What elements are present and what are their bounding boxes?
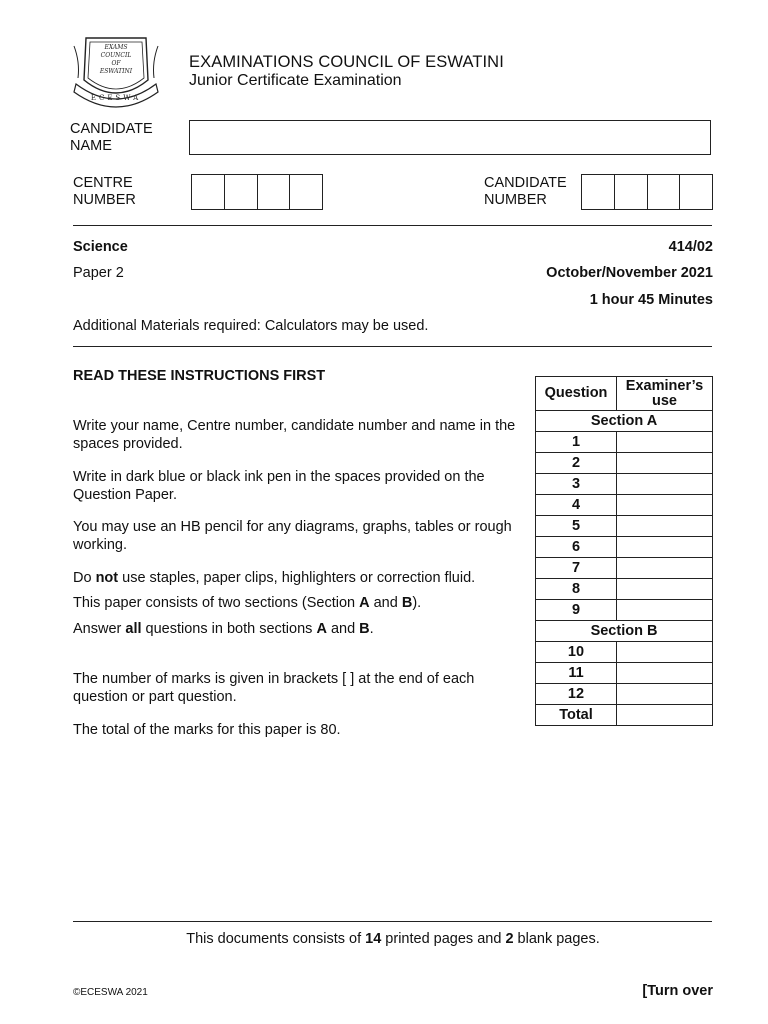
candidate-name-label: CANDIDATE NAME [70, 121, 153, 154]
table-row [536, 558, 713, 579]
eceswa-seal-logo [72, 32, 160, 108]
svg-text:ECESWA: ECESWA [90, 94, 142, 102]
instruction-4: Do not use staples, paper clips, highlighters or correction fluid. [73, 570, 476, 586]
paper-code: 414/02 [668, 239, 713, 255]
total-row [536, 705, 713, 726]
instruction-7: The number of marks is given in brackets [ ] at the end of each question or part question. [73, 671, 475, 705]
svg-text:COUNCIL: COUNCIL [100, 52, 132, 59]
total-label: Total [536, 705, 617, 726]
question-number: 5 [536, 516, 617, 537]
table-row [536, 474, 713, 495]
digit-box[interactable] [258, 175, 291, 209]
table-row [536, 495, 713, 516]
section-row [536, 411, 713, 432]
mark-cell[interactable] [617, 558, 713, 579]
digit-box[interactable] [648, 175, 681, 209]
instruction-3: You may use an HB pencil for any diagrams, graphs, tables or rough working. [73, 519, 512, 553]
section-a-label: Section A [536, 411, 713, 432]
paper-number: Paper 2 [73, 265, 124, 281]
question-number: 9 [536, 600, 617, 621]
instruction-2: Write in dark blue or black ink pen in the spaces provided on the Question Paper. [73, 469, 485, 503]
divider [73, 346, 712, 347]
mark-cell[interactable] [617, 579, 713, 600]
question-number: 8 [536, 579, 617, 600]
table-header-row [536, 377, 713, 411]
instruction-1: Write your name, Centre number, candidate number and name in the spaces provided. [73, 418, 516, 452]
question-column-header: Question [536, 377, 617, 411]
table-row [536, 579, 713, 600]
question-number: 12 [536, 684, 617, 705]
total-mark-cell[interactable] [617, 705, 713, 726]
mark-cell[interactable] [617, 495, 713, 516]
examiner-use-column-header: Examiner’s use [617, 377, 713, 411]
table-row [536, 684, 713, 705]
candidate-name-field[interactable] [189, 120, 711, 155]
table-row [536, 663, 713, 684]
page-count-note: This documents consists of 14 printed pages and 2 blank pages. [186, 931, 600, 947]
table-row [536, 453, 713, 474]
digit-box[interactable] [290, 175, 322, 209]
examiner-use-table [535, 376, 713, 726]
mark-cell[interactable] [617, 663, 713, 684]
table-row [536, 516, 713, 537]
instruction-8: The total of the marks for this paper is 80. [73, 722, 341, 738]
svg-text:ESWATINI: ESWATINI [99, 68, 133, 75]
digit-box[interactable] [615, 175, 648, 209]
question-number: 4 [536, 495, 617, 516]
additional-materials: Additional Materials required: Calculators may be used. [73, 318, 429, 334]
subject: Science [73, 239, 128, 255]
mark-cell[interactable] [617, 537, 713, 558]
exam-name: Junior Certificate Examination [189, 72, 402, 89]
mark-cell[interactable] [617, 432, 713, 453]
instruction-5: This paper consists of two sections (Section A and B). [73, 595, 422, 611]
candidate-number-boxes[interactable] [581, 174, 713, 210]
centre-number-boxes[interactable] [191, 174, 323, 210]
digit-box[interactable] [192, 175, 225, 209]
question-number: 10 [536, 642, 617, 663]
mark-cell[interactable] [617, 642, 713, 663]
candidate-number-label: CANDIDATE NUMBER [484, 175, 567, 208]
section-b-label: Section B [536, 621, 713, 642]
duration: 1 hour 45 Minutes [589, 292, 713, 308]
mark-cell[interactable] [617, 516, 713, 537]
council-name: EXAMINATIONS COUNCIL OF ESWATINI [189, 53, 504, 71]
digit-box[interactable] [680, 175, 712, 209]
section-row [536, 621, 713, 642]
table-row [536, 642, 713, 663]
question-number: 11 [536, 663, 617, 684]
question-number: 2 [536, 453, 617, 474]
question-number: 3 [536, 474, 617, 495]
question-number: 7 [536, 558, 617, 579]
mark-cell[interactable] [617, 684, 713, 705]
question-number: 1 [536, 432, 617, 453]
table-row [536, 432, 713, 453]
copyright: ©ECESWA 2021 [73, 987, 148, 998]
instructions-heading: READ THESE INSTRUCTIONS FIRST [73, 368, 326, 384]
instruction-6: Answer all questions in both sections A and B. [73, 621, 374, 637]
digit-box[interactable] [582, 175, 615, 209]
divider [73, 921, 712, 922]
svg-text:EXAMS: EXAMS [104, 44, 128, 51]
divider [73, 225, 712, 226]
question-number: 6 [536, 537, 617, 558]
centre-number-label: CENTRE NUMBER [73, 175, 136, 208]
turn-over: [Turn over [642, 983, 713, 999]
digit-box[interactable] [225, 175, 258, 209]
mark-cell[interactable] [617, 474, 713, 495]
mark-cell[interactable] [617, 600, 713, 621]
svg-text:OF: OF [111, 60, 121, 67]
table-row [536, 600, 713, 621]
exam-session: October/November 2021 [546, 265, 713, 281]
mark-cell[interactable] [617, 453, 713, 474]
table-row [536, 537, 713, 558]
